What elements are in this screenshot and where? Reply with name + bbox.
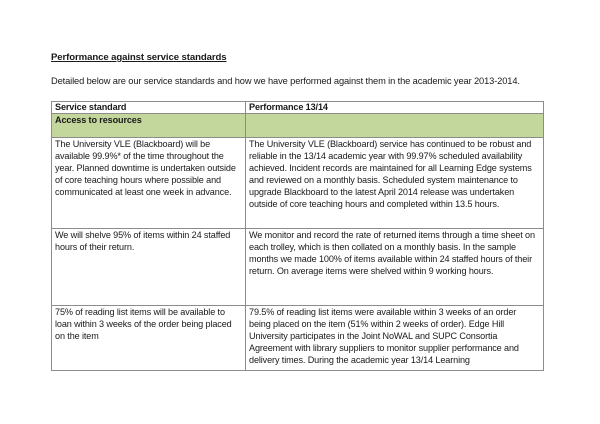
section-row: [52, 114, 544, 138]
header-service-standard: Service standard: [52, 102, 246, 114]
performance-cell: We monitor and record the rate of returned items through a time sheet on each trolley, which is then collated on a monthly basis. In the sample months we made 100% of items available within 24 staffed hours of their return. On average items were shelved within 9 working hours.: [246, 229, 544, 306]
standard-cell: We will shelve 95% of items within 24 staffed hours of their return.: [52, 229, 246, 306]
table-header-row: [52, 102, 544, 114]
standard-cell: The University VLE (Blackboard) will be available 99.9%* of the time throughout the year. Planned downtime is undertaken outside of core teaching hours where possible and communicated at least one week in advance.: [52, 138, 246, 229]
performance-cell: 79.5% of reading list items were available within 3 weeks of an order being placed on the item (51% within 2 weeks of order). Edge Hill University participates in the Joint NoWAL and SUPC Consortia Agreement with library suppliers to monitor supplier performance and delivery times. During the academic year 13/14 Learning: [246, 306, 544, 371]
performance-cell: The University VLE (Blackboard) service has continued to be robust and reliable in the 13/14 academic year with 99.97% scheduled availability achieved. Incident records are maintained for all Learning Edge systems and reviewed on a monthly basis. Scheduled system maintenance to upgrade Blackboard to the latest April 2014 release was undertaken outside of core teaching hours and completed within 13.5 hours.: [246, 138, 544, 229]
section-label: Access to resources: [52, 114, 246, 138]
table-row: [52, 138, 544, 229]
service-standards-table: [51, 101, 544, 371]
header-performance: Performance 13/14: [246, 102, 544, 114]
page-title: Performance against service standards: [51, 52, 227, 63]
table-row: [52, 306, 544, 371]
standard-cell: 75% of reading list items will be available to loan within 3 weeks of the order being placed on the item: [52, 306, 246, 371]
intro-paragraph: Detailed below are our service standards and how we have performed against them in the academic year 2013-2014.: [51, 76, 520, 86]
table-row: [52, 229, 544, 306]
section-empty-cell: [246, 114, 544, 138]
